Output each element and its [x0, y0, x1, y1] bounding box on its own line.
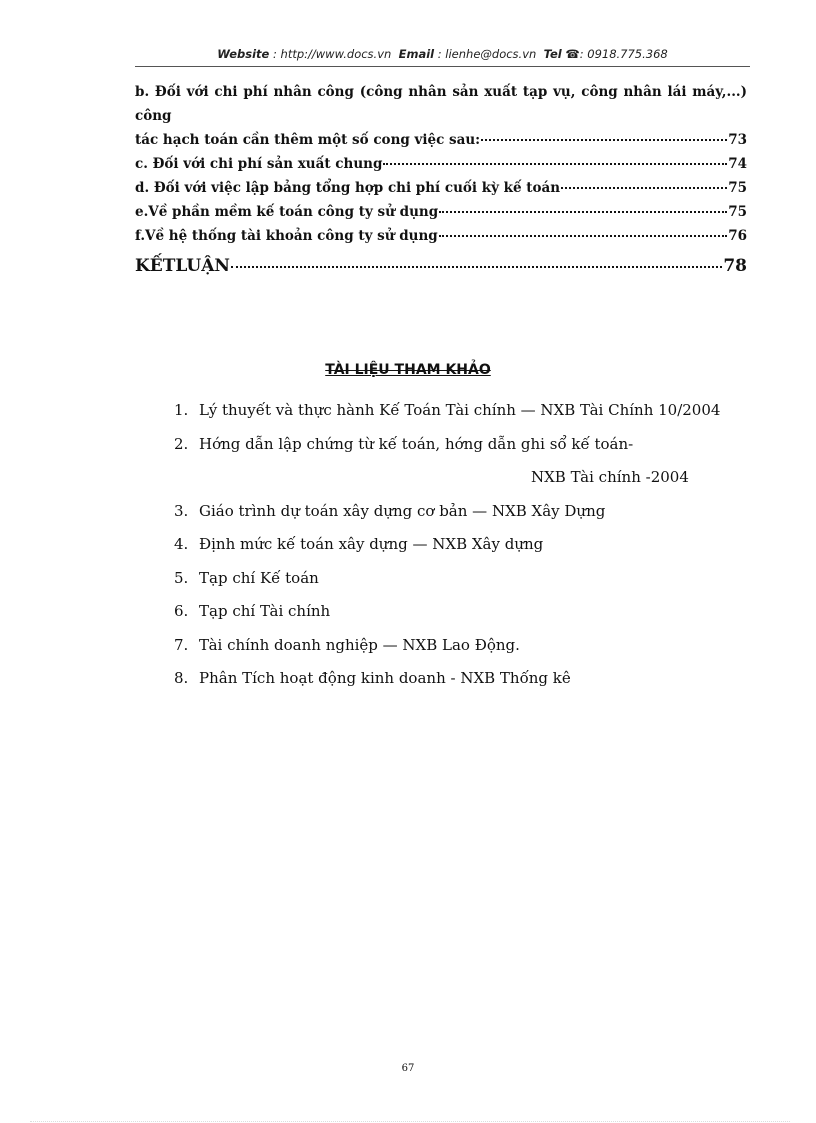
list-item-number: 1. — [174, 401, 189, 419]
toc-entry-conclusion — [135, 250, 747, 282]
toc-entry-page: 78 — [723, 256, 747, 276]
list-item-number: 3. — [174, 501, 189, 520]
list-item — [174, 595, 774, 629]
list-item-text: NXB Tài chính -2004 — [531, 468, 689, 486]
toc-entry-text: KẾTLUẬN — [135, 256, 230, 276]
toc-leader — [439, 211, 727, 213]
list-item — [174, 528, 774, 562]
list-item-text: Tạp chí Tài chính — [199, 602, 331, 620]
list-item — [174, 495, 774, 529]
list-item — [174, 394, 774, 428]
toc-leader — [481, 139, 727, 141]
page-bottom-border — [30, 1121, 790, 1122]
list-item-number: 4. — [174, 535, 189, 553]
toc-entry — [135, 176, 747, 200]
toc-entry — [135, 224, 747, 248]
toc-entry-page: 76 — [728, 228, 747, 244]
toc-entry — [135, 200, 747, 224]
list-item — [174, 629, 774, 663]
list-item-text: Phân Tích hoạt động kinh doanh - NXB Thống kê — [199, 669, 571, 687]
toc-leader — [561, 187, 727, 189]
toc-entry-page: 75 — [728, 180, 747, 196]
list-item-number: 6. — [174, 602, 189, 620]
toc-leader — [231, 266, 722, 268]
toc-leader — [383, 163, 727, 165]
website-value: : http://www.docs.vn — [273, 47, 392, 61]
list-item — [174, 662, 774, 696]
tel-label: Tel — [543, 47, 562, 61]
list-item-number: 2. — [174, 434, 189, 453]
toc-entry-text: c. Đối với chi phí sản xuất chung — [135, 156, 383, 172]
header-divider — [135, 66, 750, 67]
list-item-number: 7. — [174, 635, 189, 654]
references-title: TÀI LIỆU THAM KHẢO — [325, 362, 491, 378]
list-item-text: Giáo trình dự toán xây dựng cơ bản — NXB Xây Dựng — [199, 501, 606, 520]
toc-entry-page: 75 — [728, 204, 747, 220]
list-item-text: Định mức kế toán xây dựng — NXB Xây dựng — [199, 535, 544, 553]
page-number: 67 — [401, 1063, 415, 1074]
list-item-number: 5. — [174, 568, 189, 587]
toc-entry-page: 74 — [728, 156, 747, 172]
list-item-text: Tài chính doanh nghiệp — NXB Lao Động. — [199, 635, 520, 654]
list-item-continuation — [174, 461, 774, 495]
list-item-text: Tạp chí Kế toán — [199, 568, 319, 587]
toc-entry-b-first-line: b. Đối với chi phí nhân công (công nhân sản xuất tạp vụ, công nhân lái máy,...) công — [135, 84, 747, 124]
toc-entry — [135, 128, 747, 152]
toc-entry-text: tác hạch toán cần thêm một số cong việc sau: — [135, 132, 481, 148]
list-item-text: Lý thuyết và thực hành Kế Toán Tài chính — NXB Tài Chính 10/2004 — [199, 401, 721, 419]
toc-entry — [135, 152, 747, 176]
toc-entry-page: 73 — [728, 132, 747, 148]
email-label: Email — [398, 47, 435, 61]
toc-entry-text: f.Về hệ thống tài khoản công ty sử dụng — [135, 228, 438, 244]
page-header — [135, 47, 750, 61]
list-item-number: 8. — [174, 669, 189, 687]
phone-icon: ☎ — [565, 47, 580, 61]
toc-leader — [439, 235, 727, 237]
tel-value: : 0918.775.368 — [579, 47, 668, 61]
toc-entry-text: d. Đối với việc lập bảng tổng hợp chi phí cuối kỳ kế toán — [135, 180, 561, 196]
email-value: : lienhe@docs.vn — [437, 47, 537, 61]
toc-entry-text: e.Về phần mềm kế toán công ty sử dụng — [135, 204, 439, 220]
references-list — [174, 394, 774, 696]
website-label: Website — [217, 47, 270, 61]
list-item — [174, 428, 774, 462]
table-of-contents — [135, 80, 747, 282]
list-item-text: Hớng dẫn lập chứng từ kế toán, hớng dẫn ghi sổ kế toán- — [199, 434, 634, 453]
list-item — [174, 562, 774, 596]
